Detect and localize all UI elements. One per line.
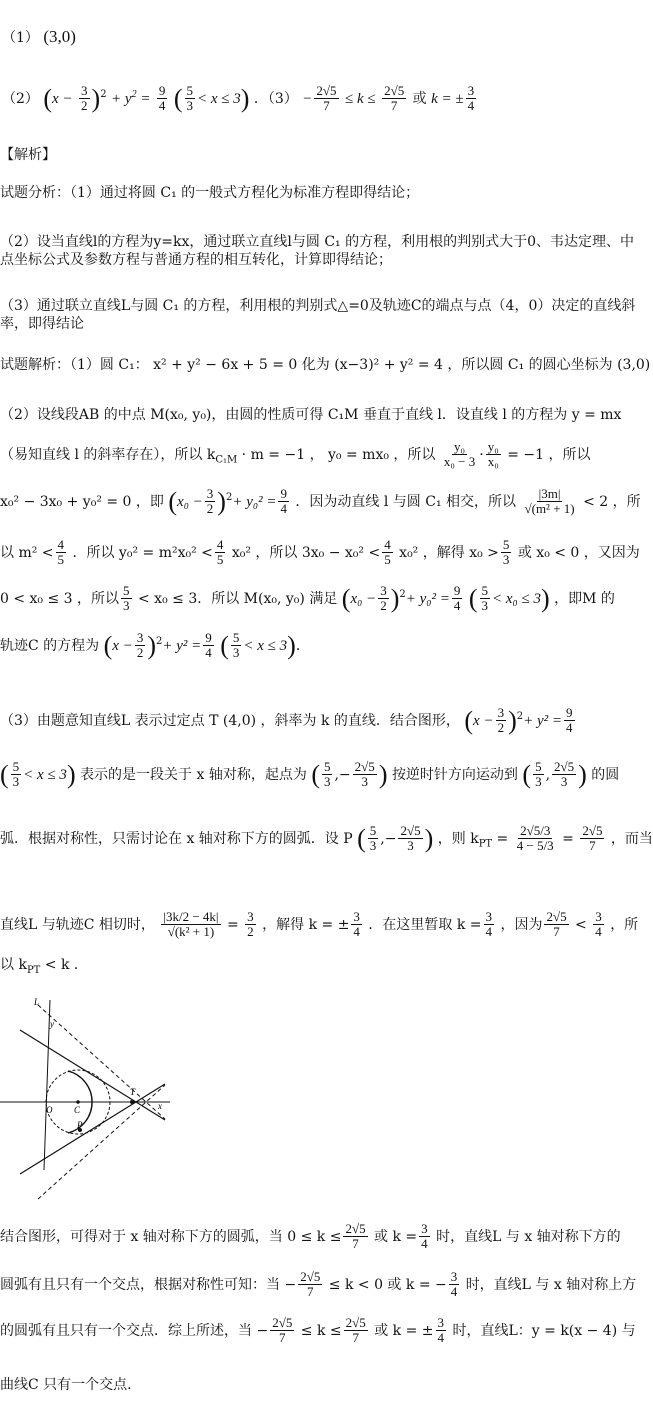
fraction: $\frac{9}{4}$ — [158, 83, 166, 114]
analysis-3a: （3）通过联立直线L与圆 C₁ 的方程，利用根的判别式△=0及轨迹C的端点与点（4，0）决定的直线斜 — [0, 298, 636, 314]
solution-3a: （3）由题意知直线L 表示过定点 T (4,0) ，斜率为 k 的直线．结合图形， (x − $\frac{3}{2}$ )$^2$+ y² = $\frac{9}{4}$ — [0, 705, 573, 736]
solution-3c: 弧．根据对称性，只需讨论在 x 轴对称下方的圆弧．设 P ( $\frac{5}{3}$ ,− $\frac{2√5}{3}$ ) ，则 $k_{PT}$ = $\frac{2√5/3}{4 - 5/3}$ = $\frac{2√5}{7}$ ，而当 — [0, 823, 653, 854]
fraction: $\frac{2√5}{7}$ — [384, 83, 405, 114]
fraction: $\frac{2√5}{7}$ — [316, 83, 337, 114]
solution-2c: x₀² − 3x₀ + y₀² = 0 ，即 (x₀ − $\frac{3}{2}$ )$^2$+ y₀² = $\frac{9}{4}$ ．因为动直线 l 与圆 C₁ 相交，所以 $\frac{|3m|}{\text{√(m² + 1)}}$ < 2 ，所 — [0, 486, 641, 517]
answer-1 — [2, 28, 76, 45]
answer-1-value: (3,0) — [43, 27, 76, 46]
label-x: x — [158, 1101, 162, 1111]
label-C: C — [74, 1105, 81, 1115]
fraction: $\frac{3}{2}$ — [81, 83, 88, 114]
label-O: O — [46, 1105, 53, 1115]
answer-2: （2） (x − $\frac{3}{2}$ )$^2 + y^2$ = $\frac{9}{4}$ ( $\frac{5}{3}$ < x ≤ 3) ．（3） − $\frac{2√5}{7}$ ≤ k ≤ $\frac{2√5}{7}$ 或 k = ± $\frac{3}{4}$ — [2, 83, 475, 114]
solution-2a: （2）设线段AB 的中点 M(x₀, y₀)，由圆的性质可得 C₁M 垂直于直线 l．设直线 l 的方程为 y = mx — [0, 407, 622, 423]
answer-1-label: （1） — [2, 30, 39, 46]
conclusion-2: 圆弧有且只有一个交点，根据对称性可知：当 − $\frac{2√5}{7}$ ≤ k < 0 或 k = − $\frac{3}{4}$ 时，直线L 与 x 轴对称上方 — [0, 1269, 637, 1300]
solution-3b: ( $\frac{5}{3}$ < x ≤ 3) 表示的是一段关于 x 轴对称，起点为 ( $\frac{5}{3}$ ,− $\frac{2√5}{3}$ ) 按逆时针方向运动到 ( $\frac{5}{3}$ , $\frac{2√5}{3}$ ) 的圆 — [0, 759, 620, 790]
conclusion-1: 结合图形，可得对于 x 轴对称下方的圆弧，当 0 ≤ k ≤ $\frac{2√5}{7}$ 或 k = $\frac{3}{4}$ 时，直线L 与 x 轴对称下方的 — [0, 1221, 621, 1252]
section-title: 【解析】 — [0, 147, 56, 163]
analysis-3b: 率，即得结论 — [0, 316, 84, 332]
answer-3-label: ．（3） — [253, 90, 298, 107]
analysis-1: 试题分析：（1）通过将圆 C₁ 的一般式方程化为标准方程即得结论； — [0, 185, 420, 201]
figure-diagram — [0, 995, 180, 1170]
analysis-2a: （2）设当直线l的方程为y=kx，通过联立直线l与圆 C₁ 的方程，利用根的判别式大于0、韦达定理、中 — [0, 234, 635, 250]
fraction: $\frac{5}{3}$ — [186, 83, 194, 114]
solution-1: 试题解析：（1）圆 C₁： x² + y² − 6x + 5 = 0 化为 (x−3)² + y² = 4 ，所以圆 C₁ 的圆心坐标为 (3,0) — [0, 357, 651, 373]
answer-2-label: （2） — [2, 90, 39, 107]
conclusion-4: 曲线C 只有一个交点. — [0, 1377, 132, 1393]
label-P: P — [77, 1120, 83, 1130]
conclusion-3: 的圆弧有且只有一个交点．综上所述，当 − $\frac{2√5}{7}$ ≤ k ≤ $\frac{2√5}{7}$ 或 k = ± $\frac{3}{4}$ 时，直线L：y = k(x − 4) 与 — [0, 1315, 636, 1346]
solution-3e: 以 $k_{PT} < k$ ． — [0, 957, 88, 976]
label-L: L — [34, 997, 40, 1007]
analysis-2b: 点坐标公式及参数方程与普通方程的相互转化，计算即得结论； — [0, 252, 392, 268]
label-T: T — [130, 1087, 136, 1097]
fraction: $\frac{3}{4}$ — [467, 83, 475, 114]
solution-3d: 直线L 与轨迹C 相切时， $\frac{|3k/2 - 4k|}{\text{√(k² + 1)}}$ = $\frac{3}{2}$ ，解得 k = ± $\frac{3}{4}$ ．在这里暂取 k = $\frac{3}{4}$ ，因为 $\frac{2√5}{7}$ < $\frac{3}{4}$ ，所 — [0, 909, 639, 940]
solution-2f: 轨迹C 的方程为 (x − $\frac{3}{2}$ )$^2$+ y² = $\frac{9}{4}$ ( $\frac{5}{3}$ < x ≤ 3)． — [0, 630, 310, 661]
solution-2d: 以 m² < $\frac{4}{5}$ ．所以 y₀² = m²x₀² < $\frac{4}{5}$ x₀² ，所以 3x₀ − x₀² < $\frac{4}{5}$ x₀² ，解得 x₀ > $\frac{5}{3}$ 或 x₀ < 0 ，又因为 — [0, 537, 640, 568]
label-y: y — [50, 1019, 54, 1029]
solution-2e: 0 < x₀ ≤ 3 ，所以 $\frac{5}{3}$ < x₀ ≤ 3．所以 M(x₀, y₀) 满足 (x₀ − $\frac{3}{2}$ )$^2$+ y₀² = $\frac{9}{4}$ ( $\frac{5}{3}$ < x₀ ≤ 3) ，即M 的 — [0, 583, 615, 614]
solution-2b: （易知直线 l 的斜率存在），所以 $k_{C_1M} \cdot m = -1$ ， y₀ = mx₀ ，所以 $\frac{\text{y₀}}{\text{x₀ − 3}}$ · $\frac{\text{y₀}}{\text{x₀}}$ = −1 ，所以 — [0, 439, 591, 470]
